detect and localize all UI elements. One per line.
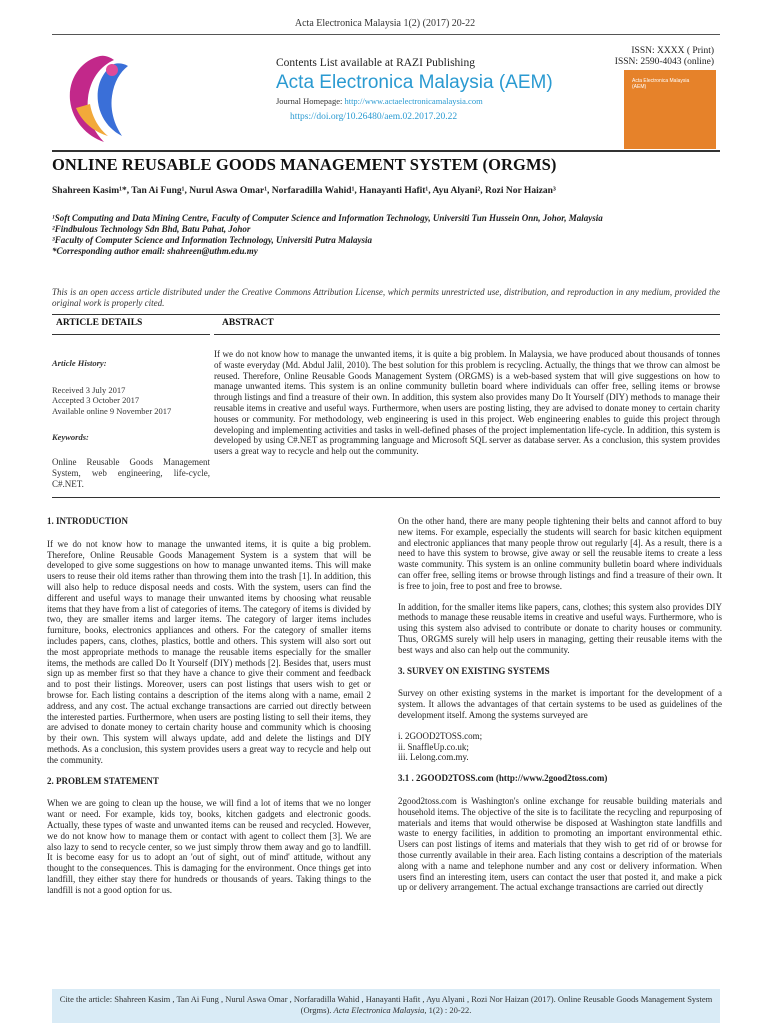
citation-footer [52, 989, 720, 1023]
abstract-text: If we do not know how to manage the unwanted items, it is quite a big problem. In Malaysia, we have produced about thousands of tonnes of waste everyday (Md. Abdul Jalil, 2010). The best solution for this problem is recycling. Actually, the things that we throw can almost be reused. Therefore, Online Reusable Goods Management System (ORGMS) is a web-based system that will give suggestions on how to manage unwanted items. This system is an online community bulletin board where individuals can offer free, selling items or browse through listings and find a treasure of their own. In addition, this system also provides many Do It Yourself (DIY) methods to manage their reusable items in creative and useful ways. Furthermore, when users are posting listing, they are advised to donate money to certain charity houses or community. For methodology, web engineering is used in this project. Web engineering enables to guide this project through developing and implementing activities and tasks in well-defined phases of the project implementation life-cycle. In addition, this system is developed by using C#.NET as programming language and Microsoft SQL server as database server. As a conclusion, this system provides users a great way to recycle and help out the community. [214, 349, 720, 457]
journal-cover-image [624, 70, 716, 149]
details-rule-left [52, 334, 210, 335]
keywords: Online Reusable Goods Management System, web engineering, life-cycle, C#.NET. [52, 456, 210, 489]
issn-online: ISSN: 2590-4043 (online) [614, 57, 714, 67]
citation-journal: Acta Electronica Malaysia, [333, 1005, 427, 1015]
section-2-heading: 2. PROBLEM STATEMENT [47, 775, 159, 786]
available-date: Available online 9 November 2017 [52, 405, 172, 416]
paragraph-1: On the other hand, there are many people tightening their belts and cannot afford to buy new items. For example, especially the students will search for basic kitchen equipment and electronic appliances that many people throw out regularly [4]. As a result, there is a need to have this system to browse, give away or sell the reusable items to create a less waste community. This system is an online community bulletin board where individuals can offer free, selling items or browse through listings and find a treasure of their own. It is free to join, free to post and free to browse. [398, 516, 722, 591]
body-right-column [398, 516, 722, 903]
list-item: i. 2GOOD2TOSS.com; [398, 730, 483, 741]
citation-text: Cite the article: Shahreen Kasim , Tan Ai Fung , Nurul Aswa Omar , Norfaradilla Wahid , Hanayanti Hafit , Ayu Alyani , Rozi Nor Haizan (2017). Online Reusable Goods Management System (Orgms). [59, 994, 713, 1015]
section-3-heading: 3. SURVEY ON EXISTING SYSTEMS [398, 665, 550, 676]
issn-print: ISSN: XXXX ( Print) [631, 46, 714, 56]
issn-block [615, 46, 714, 68]
publisher-logo [52, 50, 134, 146]
homepage-link[interactable]: http://www.actaelectronicamalaysia.com [344, 96, 483, 106]
paragraph-4: 2good2toss.com is Washington's online exchange for reusable building materials and household items. The objective of the site is to facilitate the recycling and repurposing of materials and items that would otherwise be disposed at Washington state landfills and waste to energy facilities, in addition to promoting an important environmental ethic. Users can post listings of items and materials that they wish to get rid of or browse for those currently available in their area. Each listing contains a description of the materials along with a name and telephone number and any cost or delivery information. When users find an interesting item, users can contact the user that posted it, and make a pick up or delivery arrangement. The actual exchange transactions are carried out directly [398, 795, 722, 893]
license-notice: This is an open access article distributed under the Creative Commons Attribution License, which permits unrestricted use, distribution, and reproduction in any medium, provided the original work is properly cited. [52, 287, 720, 308]
homepage-label: Journal Homepage: [276, 96, 343, 106]
cover-title: Acta Electronica Malaysia (AEM) [632, 78, 690, 90]
survey-list [398, 731, 722, 763]
citation-pages: 1(2) : 20-22. [428, 1005, 472, 1015]
list-item: ii. SnaffleUp.co.uk; [398, 741, 469, 752]
accepted-date: Accepted 3 October 2017 [52, 395, 140, 405]
article-details-heading: ARTICLE DETAILS [56, 318, 143, 328]
section-2-text: When we are going to clean up the house, we will find a lot of items that we no longer want or need. For example, kids toy, books, kitchen gadgets and electronic goods. Actually, these types of waste and unwanted items can be reused and recycled. However, we do not know how to manage them or contact with agent to collect them [3]. We are also lazy to send to recycle center, so we just simply throw them away and go to landfill. It is become easy for us to adopt an 'out of sight, out of mind' attitude, without any thought to the consequences. This is damaging for the environment. Once things get into landfill, they either stay there for hundreds or thousands of years. Taking things to the landfill is not a good option for us. [47, 798, 371, 895]
abstract-heading: ABSTRACT [222, 318, 274, 328]
contents-list: Contents List available at RAZI Publishing [276, 57, 475, 69]
affiliation-3: ³Faculty of Computer Science and Information Technology, Universiti Putra Malaysia [52, 235, 373, 245]
header-rule-bottom [52, 150, 720, 152]
paragraph-2: In addition, for the smaller items like papers, cans, clothes; this system also provides DIY methods to manage these reusable items in creative and useful ways. Furthermore, who is using this system also advised to contribute or donate to charity houses or community. Thus, ORGMS surely will help users in managing, getting their reusable items with the best ways and also can help out the community. [398, 601, 722, 655]
received-date: Received 3 July 2017 [52, 384, 126, 395]
body-left-column [47, 516, 371, 906]
article-title: ONLINE REUSABLE GOODS MANAGEMENT SYSTEM (ORGMS) [52, 155, 557, 174]
running-head: Acta Electronica Malaysia 1(2) (2017) 20-22 [294, 18, 476, 29]
affiliations [52, 213, 720, 257]
journal-homepage [276, 96, 483, 106]
details-rule-right [214, 334, 720, 335]
author-list: Shahreen Kasim¹*, Tan Ai Fung¹, Nurul Aswa Omar¹, Norfaradilla Wahid¹, Hanayanti Hafit¹, Ayu Alyani², Rozi Nor Haizan³ [52, 186, 556, 196]
affiliation-2: ²Findbulous Technology Sdn Bhd, Batu Pahat, Johor [52, 224, 251, 234]
header-rule-top [52, 34, 720, 35]
keywords-label: Keywords: [52, 432, 89, 442]
history-label: Article History: [52, 358, 107, 368]
article-details [52, 358, 210, 490]
details-rule-top [52, 314, 720, 315]
section-3-1-heading: 3.1 . 2GOOD2TOSS.com (http://www.2good2toss.com) [398, 773, 608, 784]
journal-name[interactable]: Acta Electronica Malaysia (AEM) [276, 72, 553, 93]
affiliation-1: ¹Soft Computing and Data Mining Centre, Faculty of Computer Science and Information Technology, Universiti Tun Hussein Onn, Johor, Malaysia [52, 213, 603, 223]
paragraph-3: Survey on other existing systems in the market is important for the development of a system. It allows the advantages of that certain systems to be used as guidelines of the development itself. Among the systems surveyed are [398, 688, 722, 720]
abstract-rule-bottom [52, 497, 720, 498]
doi-link[interactable]: https://doi.org/10.26480/aem.02.2017.20.22 [290, 112, 458, 122]
section-1-heading: 1. INTRODUCTION [47, 516, 129, 526]
corresponding-author: *Corresponding author email: shahreen@uthm.edu.my [52, 246, 258, 256]
section-1-text: If we do not know how to manage the unwanted items, it is quite a big problem. Therefore, Online Reusable Goods Management System is a system that will be developed to give some suggestions on how to manage unwanted items. This will make users to reuse their old items rather than throwing them into the trash [1]. In addition, this will also help to reduce disposal needs and costs. With the system, users can find the different and useful ways to manage their unwanted items by choosing what reusable items that they have from a list of categories of items. The category of items is divided by two, they are smaller items and larger items. The category of larger items includes furniture, books, electronics appliances and others. For the category of smaller items includes papers, cans, clothes, plastics, bottle and others. This system will also sort out the most appropriate methods to manage the reusable items especially for the smaller items, the methods are called Do It Yourself (DIY) methods [2]. Besides that, users must sign up as member first so that they have a chance to give their comment and feedback and to post their listings. Moreover, users can post listings that users wish to get or browse for. Each listing contains a description of the items along with a name, email 2 address, and any cost. The actual exchange transactions are carried out directly between the interested parties. Furthermore, when users are posting listing to sell their items, they are advised to donate money to certain charity house and community which is choosing by their own. This system will always update, add and delete the listings and DIY methods. As a conclusion, this system provides users a great way to recycle and help out the community. [47, 538, 371, 765]
list-item: iii. Lelong.com.my. [398, 752, 469, 763]
